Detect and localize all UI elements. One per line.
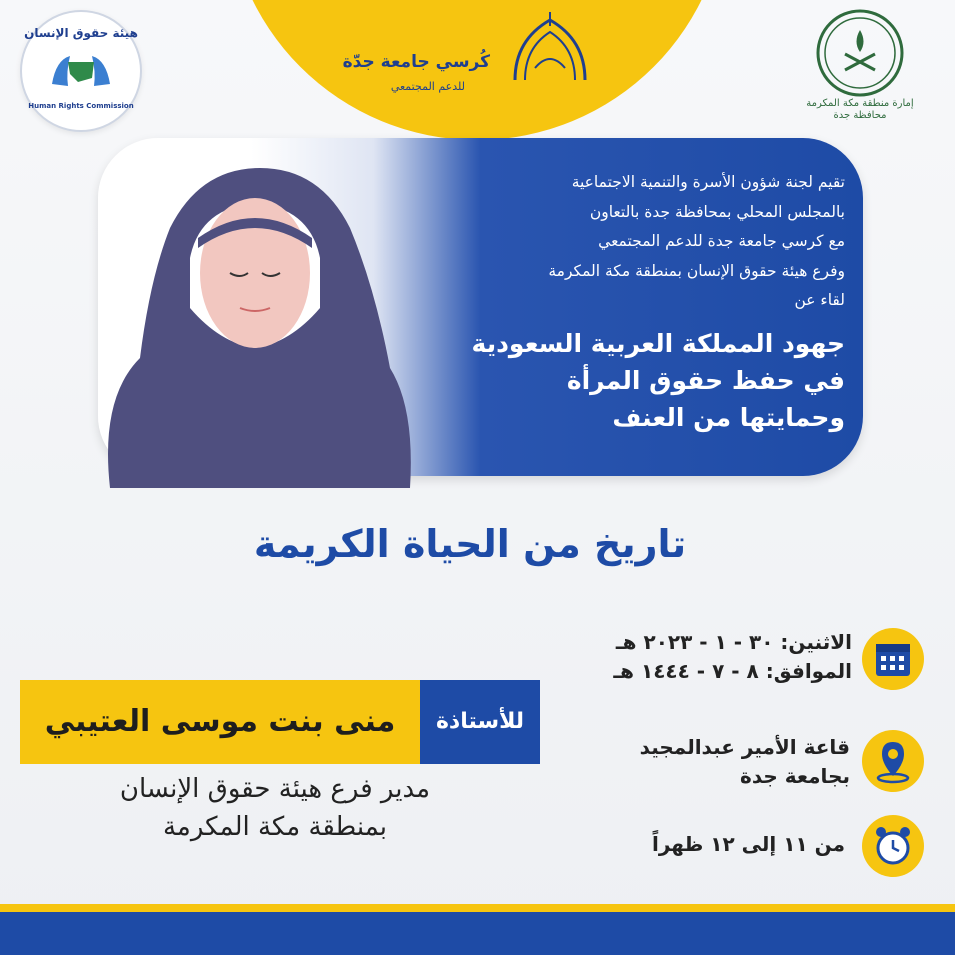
speaker-role xyxy=(30,770,520,846)
emirate-name: إمارة منطقة مكة المكرمة xyxy=(806,98,914,109)
event-location xyxy=(560,733,850,791)
event-date-gregorian: الموافق: ٨ - ٧ - ١٤٤٤ هـ xyxy=(613,659,852,683)
banner-line: تقيم لجنة شؤون الأسرة والتنمية الاجتماعية xyxy=(571,173,845,191)
speaker-role-title: مدير فرع هيئة حقوق الإنسان xyxy=(119,774,431,804)
speaker-name: منى بنت موسى العتيبي xyxy=(44,704,396,739)
human-rights-english-text: Human Rights Commission xyxy=(28,102,134,110)
location-hall: قاعة الأمير عبدالمجيد xyxy=(639,735,850,759)
location-pin-icon xyxy=(862,730,924,792)
lecture-title-line: في حفظ حقوق المرأة xyxy=(566,366,845,395)
speaker-bar xyxy=(20,680,540,764)
calendar-icon xyxy=(862,628,924,690)
hands-icon xyxy=(22,12,140,130)
speaker-role-region: بمنطقة مكة المكرمة xyxy=(162,812,388,842)
banner-line: بالمجلس المحلي بمحافظة جدة بالتعاون xyxy=(589,202,845,221)
saudi-emblem-icon xyxy=(815,8,905,98)
footer-blue-bar xyxy=(0,912,955,955)
banner-line: وفرع هيئة حقوق الإنسان بمنطقة مكة المكرمة xyxy=(548,261,845,280)
event-date xyxy=(560,628,852,686)
chair-subtitle: للدعم المجتمعي xyxy=(390,80,465,93)
emirate-caption xyxy=(790,98,930,122)
page-heading: تاريخ من الحياة الكريمة xyxy=(253,522,687,566)
banner-line: لقاء عن xyxy=(794,291,845,309)
speaker-prefix: للأستاذة xyxy=(435,709,525,734)
lecture-title-line: جهود المملكة العربية السعودية xyxy=(471,329,845,358)
emirate-governorate: محافظة جدة xyxy=(833,110,887,121)
location-university: بجامعة جدة xyxy=(740,764,850,788)
banner-line: مع كرسي جامعة جدة للدعم المجتمعي xyxy=(598,232,845,250)
event-time: من ١١ إلى ١٢ ظهراً xyxy=(651,832,845,856)
university-chair-emblem-icon xyxy=(500,10,600,90)
human-rights-commission-logo xyxy=(20,10,142,132)
human-rights-arabic-text: هيئة حقوق الإنسان xyxy=(24,26,138,40)
lecture-title xyxy=(360,325,845,436)
event-date-hijri: الاثنين: ٣٠ - ١ - ٢٠٢٣ هـ xyxy=(615,630,852,654)
chair-name: كُرسي جامعة جدّة xyxy=(342,52,490,72)
alarm-clock-icon xyxy=(862,815,924,877)
banner-intro-text xyxy=(360,168,845,316)
lecture-title-line: وحمايتها من العنف xyxy=(612,403,845,432)
footer-yellow-stripe xyxy=(0,904,955,912)
